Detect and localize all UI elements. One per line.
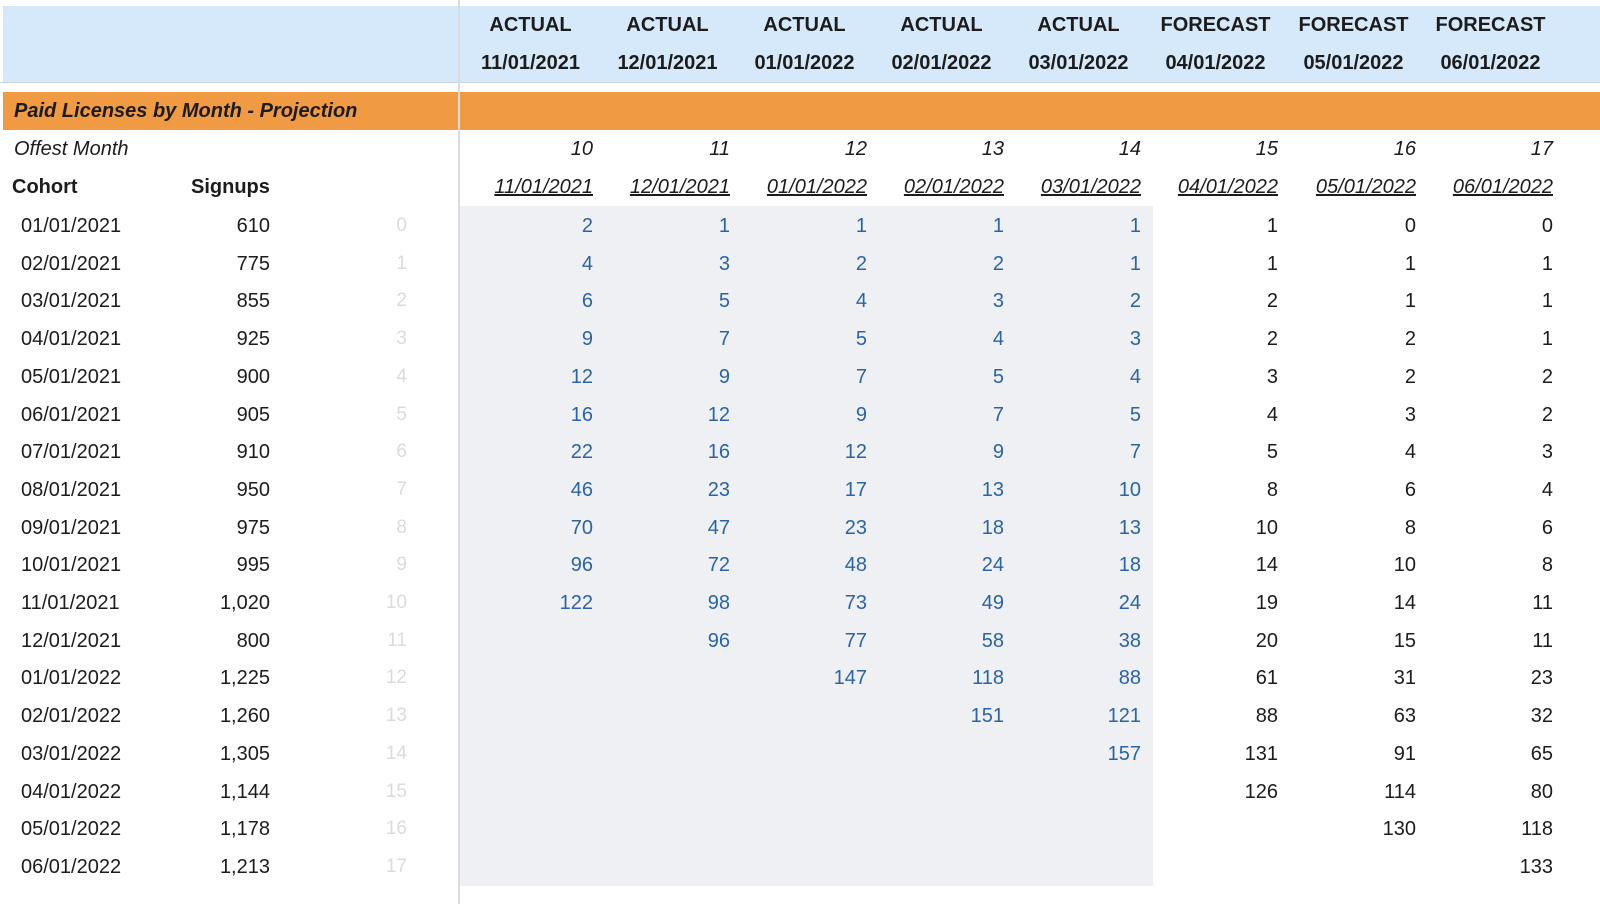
value-cell[interactable]: 22 [570,441,593,464]
value-cell[interactable]: 5 [1129,403,1141,426]
signups-cell[interactable]: 1,178 [219,818,270,841]
offset-month-value[interactable]: 11 [709,138,730,160]
value-cell[interactable]: 0 [1404,215,1416,237]
offset-month-value[interactable]: 14 [1118,138,1141,160]
value-cell[interactable]: 61 [1255,667,1278,690]
value-cell[interactable]: 11 [1532,629,1553,652]
row-offset-cell: 3 [396,328,407,350]
value-cell[interactable]: 14 [1255,554,1278,577]
value-cell[interactable]: 2 [1541,365,1553,388]
offset-month-value[interactable]: 16 [1393,138,1416,160]
value-cell[interactable]: 121 [1107,705,1141,728]
column-sub-date[interactable]: 12/01/2021 [629,176,730,198]
value-cell[interactable]: 157 [1107,742,1141,765]
cohort-cell[interactable]: 10/01/2021 [21,554,122,577]
row-offset-cell: 7 [396,478,407,500]
column-date-header: 11/01/2021 [481,52,580,74]
value-cell[interactable]: 88 [1255,705,1278,728]
signups-cell[interactable]: 775 [236,252,270,275]
header-divider [0,82,1600,83]
value-cell[interactable]: 1 [1404,290,1416,313]
value-cell[interactable]: 6 [1404,478,1416,501]
value-cell[interactable]: 3 [1541,441,1553,464]
value-cell[interactable]: 9 [992,441,1004,464]
value-cell[interactable]: 9 [855,403,867,426]
column-type-header: FORECAST [1160,14,1271,36]
value-cell[interactable]: 70 [570,516,593,539]
value-cell[interactable]: 48 [844,554,867,577]
value-cell[interactable]: 122 [559,592,593,614]
value-cell[interactable]: 3 [1129,328,1141,351]
value-cell[interactable]: 31 [1393,667,1416,690]
value-cell[interactable]: 4 [1404,441,1416,464]
value-cell[interactable]: 9 [718,365,730,388]
value-cell[interactable]: 4 [992,328,1004,351]
value-cell[interactable]: 2 [581,215,593,237]
offset-month-label: Offest Month [14,138,129,160]
value-cell[interactable]: 12 [844,441,867,464]
row-offset-cell: 13 [385,705,407,727]
value-cell[interactable]: 38 [1118,629,1141,652]
column-sub-date[interactable]: 04/01/2022 [1177,176,1278,198]
value-cell[interactable]: 4 [581,252,593,275]
column-date-header: 03/01/2022 [1028,52,1129,74]
column-sub-date[interactable]: 05/01/2022 [1315,176,1416,198]
value-cell[interactable]: 63 [1393,705,1416,728]
value-cell[interactable]: 131 [1244,742,1278,765]
value-cell[interactable]: 3 [1404,403,1416,426]
column-type-header: FORECAST [1435,14,1546,36]
row-offset-cell: 2 [396,290,407,312]
value-cell[interactable]: 7 [992,403,1004,426]
value-cell[interactable]: 3 [718,252,730,275]
value-cell[interactable]: 2 [1404,365,1416,388]
value-cell[interactable]: 2 [1266,328,1278,351]
value-cell[interactable]: 5 [718,290,730,313]
value-cell[interactable]: 5 [1266,441,1278,464]
value-cell[interactable]: 5 [992,365,1004,388]
cohort-cell[interactable]: 09/01/2021 [21,516,122,539]
cohort-cell[interactable]: 02/01/2022 [21,705,122,728]
frozen-column-divider [458,0,460,904]
signups-cell[interactable]: 1,213 [219,855,270,878]
value-cell[interactable]: 2 [855,252,867,275]
value-cell[interactable]: 46 [570,478,593,501]
column-type-header: ACTUAL [1037,14,1120,36]
value-cell[interactable]: 8 [1266,478,1278,501]
signups-cell[interactable]: 1,020 [219,592,270,614]
value-cell[interactable]: 126 [1244,780,1278,803]
value-cell[interactable]: 133 [1519,855,1553,878]
column-type-header: ACTUAL [489,14,572,36]
value-cell[interactable]: 12 [707,403,730,426]
value-cell[interactable]: 1 [1404,252,1416,275]
signups-cell[interactable]: 1,260 [219,705,270,728]
column-date-header: 05/01/2022 [1303,52,1404,74]
value-cell[interactable]: 0 [1541,215,1553,237]
value-cell[interactable]: 8 [1404,516,1416,539]
value-cell[interactable]: 19 [1255,592,1278,614]
value-cell[interactable]: 98 [707,592,730,614]
column-type-header: ACTUAL [626,14,709,36]
value-cell[interactable]: 96 [570,554,593,577]
value-cell[interactable]: 7 [1129,441,1141,464]
value-cell[interactable]: 80 [1530,780,1553,803]
row-offset-cell: 1 [396,252,407,274]
row-offset-cell: 0 [396,215,407,236]
offset-month-value[interactable]: 17 [1530,138,1553,160]
cohort-cell[interactable]: 05/01/2021 [21,365,122,388]
column-sub-date[interactable]: 02/01/2022 [903,176,1004,198]
cohort-cell[interactable]: 07/01/2021 [21,441,122,464]
value-cell[interactable]: 118 [972,667,1004,690]
row-offset-cell: 6 [396,441,407,463]
row-offset-cell: 17 [385,855,407,877]
value-cell[interactable]: 23 [1530,667,1553,690]
value-cell[interactable]: 4 [1129,365,1141,388]
offset-month-value[interactable]: 15 [1255,138,1278,160]
value-cell[interactable]: 2 [1541,403,1553,426]
value-cell[interactable]: 9 [581,328,593,351]
signups-cell[interactable]: 975 [236,516,270,539]
cohort-cell[interactable]: 11/01/2021 [21,592,120,614]
value-cell[interactable]: 1 [1266,215,1278,237]
value-cell[interactable]: 114 [1384,780,1416,803]
column-date-header: 04/01/2022 [1165,52,1266,74]
signups-cell[interactable]: 995 [236,554,270,577]
value-cell[interactable]: 12 [570,365,593,388]
signups-cell[interactable]: 1,144 [219,780,270,803]
value-cell[interactable]: 1 [1541,328,1553,351]
value-cell[interactable]: 1 [1266,252,1278,275]
value-cell[interactable]: 4 [1541,478,1553,501]
value-cell[interactable]: 24 [981,554,1004,577]
value-cell[interactable]: 23 [707,478,730,501]
cohort-cell[interactable]: 03/01/2022 [21,742,122,765]
value-cell[interactable]: 130 [1382,818,1416,841]
value-cell[interactable]: 10 [1118,478,1141,501]
cohort-header: Cohort [12,176,78,198]
row-offset-cell: 4 [396,365,407,387]
value-cell[interactable]: 58 [981,629,1004,652]
value-cell[interactable]: 16 [570,403,593,426]
value-cell[interactable]: 2 [1129,290,1141,313]
value-cell[interactable]: 13 [981,478,1004,501]
signups-cell[interactable]: 905 [236,403,270,426]
value-cell[interactable]: 1 [1129,215,1141,237]
column-type-header: ACTUAL [763,14,846,36]
value-cell[interactable]: 147 [833,667,867,690]
value-cell[interactable]: 15 [1393,629,1416,652]
value-cell[interactable]: 5 [855,328,867,351]
signups-cell[interactable]: 610 [236,215,270,237]
cohort-cell[interactable]: 01/01/2021 [21,215,122,237]
signups-cell[interactable]: 910 [236,441,270,464]
value-cell[interactable]: 10 [1255,516,1278,539]
column-type-header: ACTUAL [900,14,983,36]
value-cell[interactable]: 20 [1255,629,1278,652]
value-cell[interactable]: 91 [1393,742,1416,765]
value-cell[interactable]: 1 [992,215,1004,237]
value-cell[interactable]: 49 [981,592,1004,614]
value-cell[interactable]: 8 [1541,554,1553,577]
row-offset-cell: 11 [387,629,407,651]
offset-month-value[interactable]: 13 [981,138,1004,160]
signups-cell[interactable]: 925 [236,328,270,351]
value-cell[interactable]: 73 [844,592,867,614]
column-sub-date[interactable]: 03/01/2022 [1040,176,1141,198]
column-sub-date[interactable]: 11/01/2021 [494,176,593,198]
value-cell[interactable]: 77 [844,629,867,652]
value-cell[interactable]: 7 [718,328,730,351]
row-offset-cell: 5 [396,403,407,425]
signups-cell[interactable]: 1,305 [219,742,270,765]
cohort-cell[interactable]: 08/01/2021 [21,478,122,501]
row-offset-cell: 15 [385,780,407,802]
value-cell[interactable]: 14 [1393,592,1416,614]
cohort-cell[interactable]: 01/01/2022 [21,667,122,690]
column-date-header: 01/01/2022 [754,52,855,74]
cohort-cell[interactable]: 12/01/2021 [21,629,122,652]
column-date-header: 12/01/2021 [617,52,718,74]
value-cell[interactable]: 17 [844,478,867,501]
value-cell[interactable]: 24 [1118,592,1141,614]
offset-month-value[interactable]: 10 [570,138,593,160]
value-cell[interactable]: 2 [1404,328,1416,351]
section-title: Paid Licenses by Month - Projection [14,100,358,122]
value-cell[interactable]: 88 [1118,667,1141,690]
cohort-cell[interactable]: 04/01/2021 [21,328,122,351]
row-offset-cell: 10 [385,592,407,613]
cohort-cell[interactable]: 05/01/2022 [21,818,122,841]
value-cell[interactable]: 3 [992,290,1004,313]
value-cell[interactable]: 11 [1532,592,1553,614]
signups-cell[interactable]: 855 [236,290,270,313]
cohort-cell[interactable]: 02/01/2021 [21,252,122,275]
signups-cell[interactable]: 800 [236,629,270,652]
signups-header: Signups [191,176,270,198]
value-cell[interactable]: 23 [844,516,867,539]
value-cell[interactable]: 4 [855,290,867,313]
value-cell[interactable]: 1 [1129,252,1141,275]
value-cell[interactable]: 6 [1541,516,1553,539]
value-cell[interactable]: 16 [707,441,730,464]
value-cell[interactable]: 18 [981,516,1004,539]
row-offset-cell: 9 [396,554,407,576]
row-offset-cell: 12 [385,667,407,689]
value-cell[interactable]: 1 [718,215,730,237]
value-cell[interactable]: 6 [581,290,593,313]
value-cell[interactable]: 1 [1541,252,1553,275]
value-cell[interactable]: 10 [1393,554,1416,577]
value-cell[interactable]: 32 [1530,705,1553,728]
row-offset-cell: 14 [385,742,407,764]
column-type-header: FORECAST [1298,14,1409,36]
signups-cell[interactable]: 950 [236,478,270,501]
value-cell[interactable]: 151 [970,705,1004,728]
value-cell[interactable]: 1 [855,215,867,237]
value-cell[interactable]: 18 [1118,554,1141,577]
value-cell[interactable]: 2 [992,252,1004,275]
value-cell[interactable]: 13 [1118,516,1141,539]
value-cell[interactable]: 118 [1521,818,1553,841]
signups-cell[interactable]: 1,225 [219,667,270,690]
value-cell[interactable]: 7 [855,365,867,388]
column-date-header: 02/01/2022 [891,52,992,74]
cohort-cell[interactable]: 06/01/2022 [21,855,122,878]
row-offset-cell: 8 [396,516,407,538]
value-cell[interactable]: 1 [1541,290,1553,313]
value-cell[interactable]: 72 [707,554,730,577]
column-sub-date[interactable]: 01/01/2022 [766,176,867,198]
column-date-header: 06/01/2022 [1440,52,1541,74]
cohort-cell[interactable]: 04/01/2022 [21,780,122,803]
value-cell[interactable]: 47 [707,516,730,539]
value-cell[interactable]: 2 [1266,290,1278,313]
value-cell[interactable]: 65 [1530,742,1553,765]
value-cell[interactable]: 96 [707,629,730,652]
offset-month-value[interactable]: 12 [844,138,867,160]
row-offset-cell: 16 [385,818,407,840]
value-cell[interactable]: 3 [1266,365,1278,388]
column-sub-date[interactable]: 06/01/2022 [1452,176,1553,198]
signups-cell[interactable]: 900 [236,365,270,388]
cohort-cell[interactable]: 03/01/2021 [21,290,122,313]
cohort-cell[interactable]: 06/01/2021 [21,403,122,426]
value-cell[interactable]: 4 [1266,403,1278,426]
